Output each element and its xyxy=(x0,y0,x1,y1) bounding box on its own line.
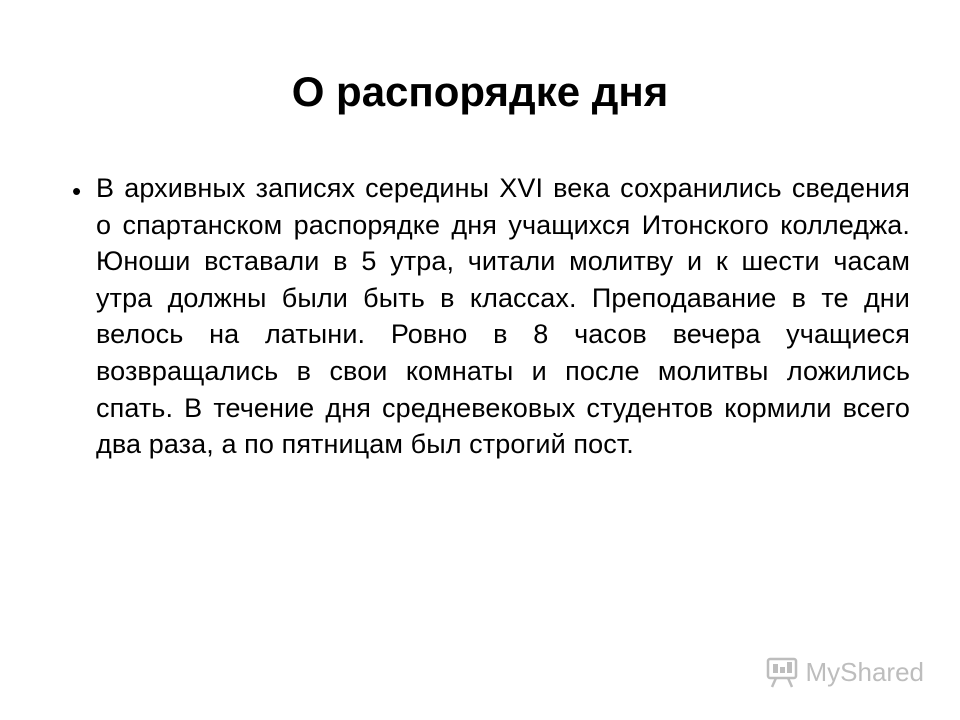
watermark-text: MyShared xyxy=(805,656,924,687)
slide-title: О распорядке дня xyxy=(291,68,669,115)
bullet-text: В архивных записях середины XVI века сохранились сведения о спартанском распорядке дня учащихся Итонского колледжа. Юноши вставали в 5 утра, читали молитву и к шести часам утра должны были быть в классах. Преподавание в те дни велось на латыни. Ровно в 8 часов вечера учащиеся возвращались в свои комнаты и после молитвы ложились спать. В течение дня средневековых студентов кормили всего два раза, а по пятницам был строгий пост. xyxy=(96,173,910,460)
bullet-marker: • xyxy=(72,176,82,206)
watermark xyxy=(764,654,925,690)
presentation-board-icon xyxy=(764,654,800,690)
bullet-list xyxy=(72,170,910,463)
bullet-item xyxy=(72,170,910,463)
